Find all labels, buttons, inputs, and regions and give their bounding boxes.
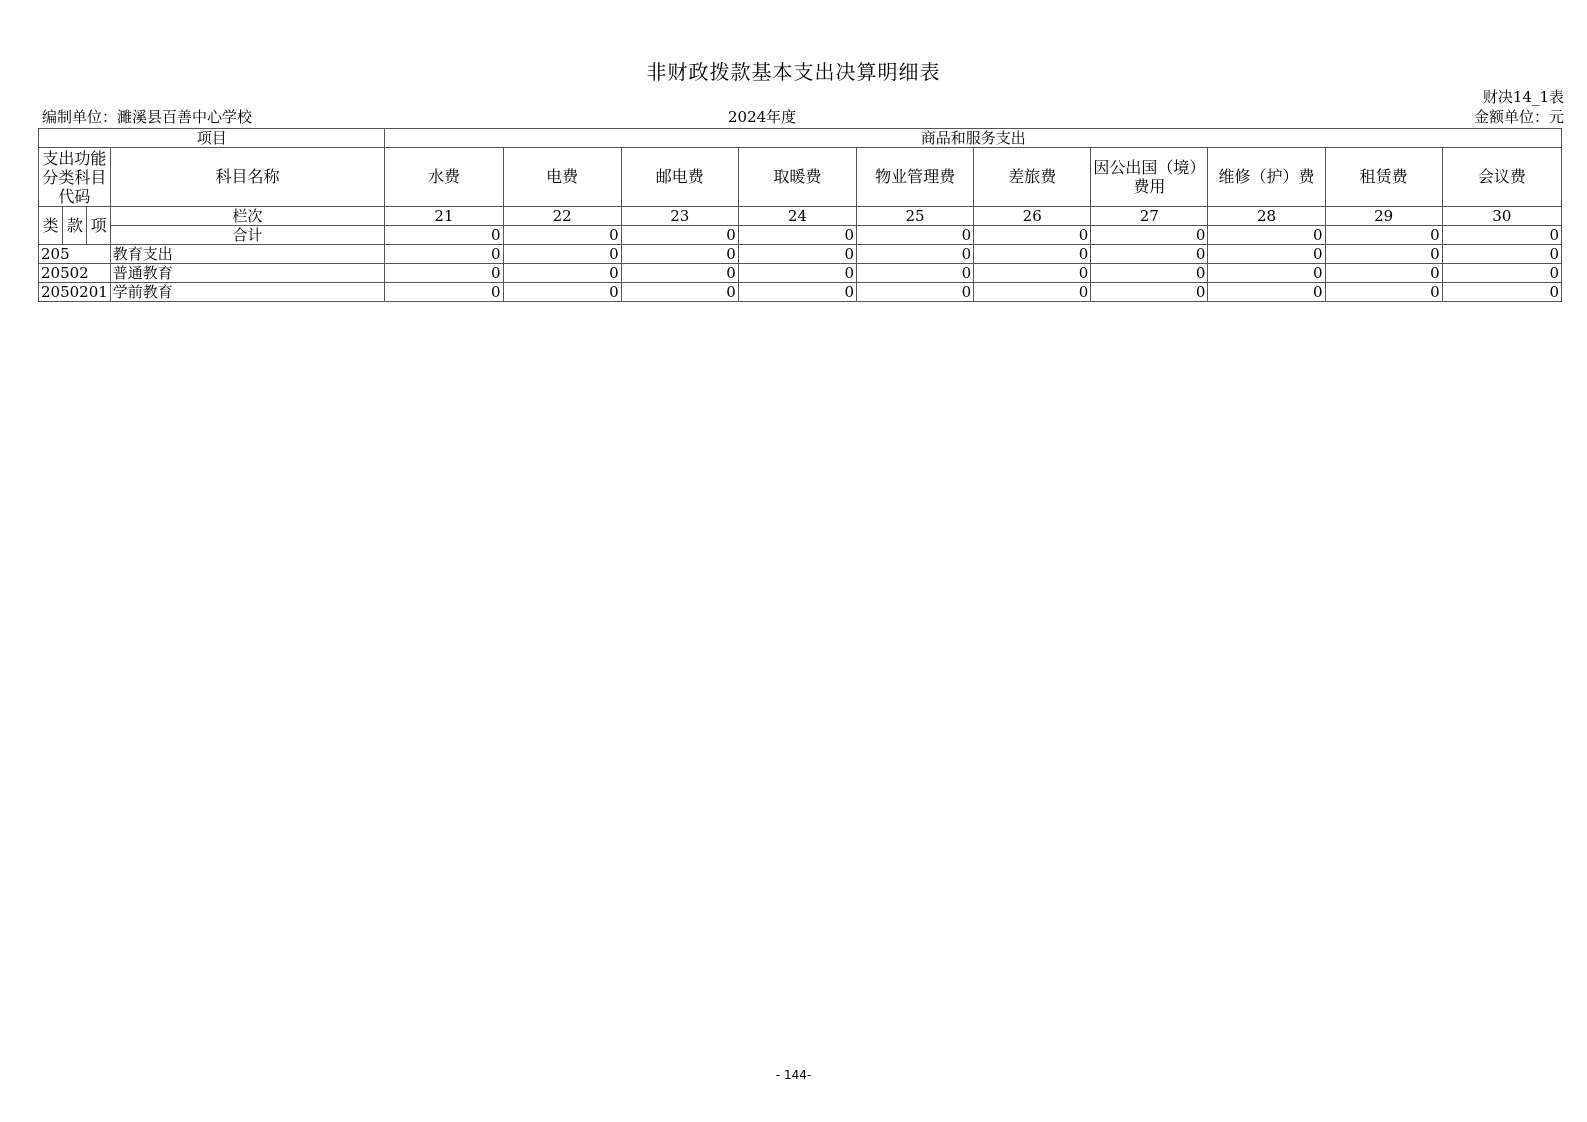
row-code: 2050201: [39, 283, 111, 302]
value-cell: 0: [503, 264, 621, 283]
row-index-cell: 28: [1208, 207, 1325, 226]
currency-unit: 金额单位：元: [1473, 108, 1564, 126]
expenditure-table: [38, 128, 1562, 302]
row-index-cell: 23: [621, 207, 738, 226]
row-index-cell: 29: [1325, 207, 1442, 226]
value-cell: 0: [385, 245, 503, 264]
column-header: 会议费: [1442, 148, 1561, 207]
total-cell: 0: [385, 226, 503, 245]
row-index-cell: 21: [385, 207, 503, 226]
value-cell: 0: [1325, 264, 1442, 283]
value-cell: 0: [1442, 264, 1561, 283]
form-number: 财决14_1表: [1482, 88, 1564, 106]
value-cell: 0: [503, 245, 621, 264]
row-index-cell: 24: [738, 207, 856, 226]
name-header: 科目名称: [110, 148, 385, 207]
row-name: 学前教育: [110, 283, 385, 302]
table-row: [39, 283, 1562, 302]
column-header: 邮电费: [621, 148, 738, 207]
value-cell: 0: [738, 245, 856, 264]
total-cell: 0: [503, 226, 621, 245]
row-index-row: [39, 207, 1562, 226]
row-index-cell: 25: [857, 207, 974, 226]
code-header: 支出功能分类科目代码: [39, 148, 111, 207]
value-cell: 0: [385, 283, 503, 302]
value-cell: 0: [621, 245, 738, 264]
group-header: 商品和服务支出: [385, 129, 1562, 148]
value-cell: 0: [974, 264, 1091, 283]
value-cell: 0: [1091, 264, 1208, 283]
table-row: [39, 245, 1562, 264]
total-cell: 0: [1208, 226, 1325, 245]
column-header: 物业管理费: [857, 148, 974, 207]
total-cell: 0: [1091, 226, 1208, 245]
value-cell: 0: [1208, 245, 1325, 264]
column-header: 电费: [503, 148, 621, 207]
column-header: 水费: [385, 148, 503, 207]
page-number: - 144-: [775, 1068, 812, 1082]
column-header: 维修（护）费: [1208, 148, 1325, 207]
table-row: [39, 264, 1562, 283]
row-index-label: 栏次: [110, 207, 385, 226]
value-cell: 0: [503, 283, 621, 302]
value-cell: 0: [857, 264, 974, 283]
value-cell: 0: [1325, 283, 1442, 302]
value-cell: 0: [1091, 283, 1208, 302]
row-index-cell: 27: [1091, 207, 1208, 226]
total-cell: 0: [974, 226, 1091, 245]
column-header: 租赁费: [1325, 148, 1442, 207]
code-sub-item: 项: [87, 207, 110, 245]
value-cell: 0: [738, 283, 856, 302]
total-cell: 0: [857, 226, 974, 245]
header-row-group: [39, 129, 1562, 148]
column-header: 差旅费: [974, 148, 1091, 207]
total-cell: 0: [738, 226, 856, 245]
total-label: 合计: [110, 226, 385, 245]
row-index-cell: 30: [1442, 207, 1561, 226]
total-row: [39, 226, 1562, 245]
code-sub-class: 类: [39, 207, 63, 245]
row-name: 普通教育: [110, 264, 385, 283]
header-row-columns: [39, 148, 1562, 207]
value-cell: 0: [974, 245, 1091, 264]
value-cell: 0: [1208, 264, 1325, 283]
column-header: 取暖费: [738, 148, 856, 207]
item-header: 项目: [39, 129, 385, 148]
total-cell: 0: [621, 226, 738, 245]
fiscal-year: 2024年度: [728, 108, 797, 126]
row-code: 20502: [39, 264, 111, 283]
value-cell: 0: [857, 245, 974, 264]
total-cell: 0: [1442, 226, 1561, 245]
report-title: 非财政拨款基本支出决算明细表: [646, 60, 941, 84]
value-cell: 0: [1208, 283, 1325, 302]
value-cell: 0: [738, 264, 856, 283]
value-cell: 0: [974, 283, 1091, 302]
value-cell: 0: [1325, 245, 1442, 264]
row-index-cell: 22: [503, 207, 621, 226]
row-name: 教育支出: [110, 245, 385, 264]
total-cell: 0: [1325, 226, 1442, 245]
row-code: 205: [39, 245, 111, 264]
value-cell: 0: [1442, 245, 1561, 264]
value-cell: 0: [1091, 245, 1208, 264]
value-cell: 0: [621, 264, 738, 283]
code-sub-section: 款: [63, 207, 87, 245]
reporting-unit: 编制单位：濉溪县百善中心学校: [42, 108, 253, 126]
value-cell: 0: [621, 283, 738, 302]
column-header: 因公出国（境）费用: [1091, 148, 1208, 207]
value-cell: 0: [385, 264, 503, 283]
value-cell: 0: [1442, 283, 1561, 302]
row-index-cell: 26: [974, 207, 1091, 226]
value-cell: 0: [857, 283, 974, 302]
